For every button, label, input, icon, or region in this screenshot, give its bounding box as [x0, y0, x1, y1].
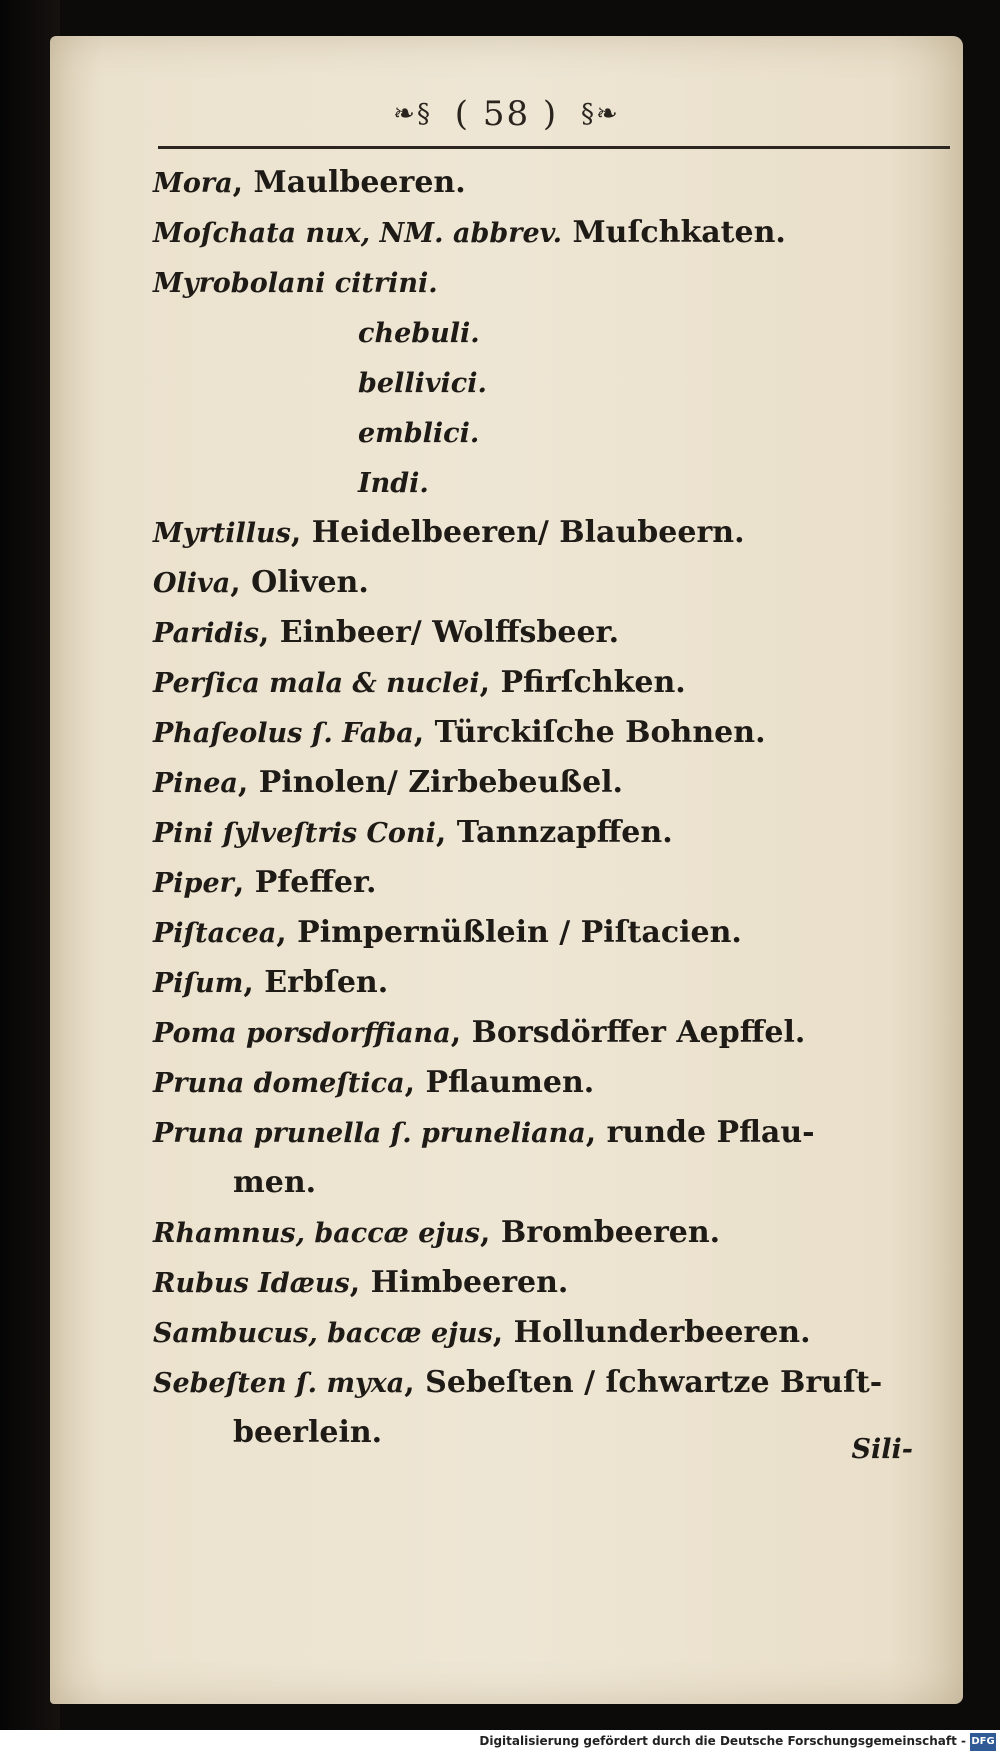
glossary-line: [153, 1158, 953, 1208]
latin-term: Poma porsdorffiana: [153, 1018, 451, 1049]
header-rule: [158, 146, 950, 149]
glossary-line: [153, 258, 953, 308]
latin-term: Perſica mala & nuclei: [153, 668, 480, 699]
latin-term: Rhamnus, baccæ ejus: [153, 1218, 480, 1249]
glossary-line: [153, 858, 953, 908]
german-translation: , Sebeſten / ſchwartze Bruſt-: [404, 1365, 883, 1400]
latin-term: Pruna domeſtica: [153, 1068, 405, 1099]
latin-term: Piſtacea: [153, 918, 277, 949]
latin-term: Paridis: [153, 618, 259, 649]
glossary-line: [153, 408, 953, 458]
latin-term: Piper: [153, 868, 234, 899]
glossary-line: [153, 508, 953, 558]
header-ornament-right: §❧: [581, 99, 620, 129]
german-translation: beerlein.: [233, 1415, 383, 1450]
glossary-line: [153, 1008, 953, 1058]
german-translation: , Hollunderbeeren.: [492, 1315, 811, 1350]
latin-term: Piſum: [153, 968, 244, 999]
german-translation: , Borsdörffer Aepffel.: [450, 1015, 806, 1050]
glossary-line: [153, 558, 953, 608]
latin-term: Oliva: [153, 568, 231, 599]
glossary-entries: [153, 158, 953, 1458]
german-translation: , Pflaumen.: [404, 1065, 595, 1100]
glossary-line: [153, 358, 953, 408]
latin-term: emblici.: [358, 418, 480, 449]
glossary-line: [153, 208, 953, 258]
latin-term: Sebeſten ſ. myxa: [153, 1368, 405, 1399]
latin-term: Mora: [153, 168, 233, 199]
glossary-line: [153, 708, 953, 758]
glossary-line: [153, 758, 953, 808]
latin-term: Pinea: [153, 768, 238, 799]
german-translation: , Einbeer/ Wolffsbeer.: [258, 615, 620, 650]
german-translation: , Tannzapffen.: [435, 815, 673, 850]
glossary-line: [153, 1058, 953, 1108]
german-translation: men.: [233, 1165, 317, 1200]
latin-term: Rubus Idæus: [153, 1268, 350, 1299]
german-translation: , Pinolen/ Zirbebeußel.: [237, 765, 623, 800]
glossary-line: [153, 808, 953, 858]
latin-term: Moſchata nux, NM. abbrev.: [153, 218, 562, 249]
catchword: Sili-: [851, 1434, 913, 1465]
german-translation: , Brombeeren.: [479, 1215, 721, 1250]
glossary-line: [153, 608, 953, 658]
german-translation: , Heidelbeeren/ Blaubeern.: [290, 515, 745, 550]
german-translation: , Pfirſchken.: [479, 665, 686, 700]
glossary-line: [153, 908, 953, 958]
latin-term: Indi.: [358, 468, 429, 499]
latin-term: Myrtillus: [153, 518, 291, 549]
german-translation: , Erbſen.: [243, 965, 389, 1000]
glossary-line: [153, 1108, 953, 1158]
latin-term: chebuli.: [358, 318, 480, 349]
glossary-line: [153, 308, 953, 358]
glossary-line: [153, 1208, 953, 1258]
german-translation: , Oliven.: [230, 565, 369, 600]
latin-term: Myrobolani citrini.: [153, 268, 438, 299]
german-translation: Muſchkaten.: [562, 215, 786, 250]
latin-term: Pruna prunella ſ. pruneliana: [153, 1118, 586, 1149]
book-page: [50, 36, 963, 1704]
glossary-line: [153, 1258, 953, 1308]
page-number: ( 58 ): [454, 94, 559, 134]
glossary-line: [153, 658, 953, 708]
glossary-line: [153, 158, 953, 208]
latin-term: bellivici.: [358, 368, 487, 399]
glossary-line: [153, 1308, 953, 1358]
glossary-line: [153, 458, 953, 508]
glossary-line: [153, 958, 953, 1008]
german-translation: , Maulbeeren.: [232, 165, 466, 200]
funding-credit: Digitalisierung gefördert durch die Deutsche Forschungsgemeinschaft -: [479, 1734, 966, 1748]
header-ornament-left: ❧§: [393, 99, 432, 129]
german-translation: , runde Pflau-: [585, 1115, 815, 1150]
page-header: [50, 92, 963, 134]
digitization-footer: [0, 1730, 1000, 1756]
dfg-logo: DFG: [970, 1733, 996, 1751]
latin-term: Phaſeolus ſ. Faba: [153, 718, 414, 749]
latin-term: Sambucus, baccæ ejus: [153, 1318, 493, 1349]
german-translation: , Pimpernüßlein / Piſtacien.: [276, 915, 742, 950]
glossary-line: [153, 1408, 953, 1458]
german-translation: , Himbeeren.: [349, 1265, 569, 1300]
glossary-line: [153, 1358, 953, 1408]
latin-term: Pini ſylveſtris Coni: [153, 818, 436, 849]
german-translation: , Türckiſche Bohnen.: [413, 715, 766, 750]
german-translation: , Pfeffer.: [233, 865, 377, 900]
